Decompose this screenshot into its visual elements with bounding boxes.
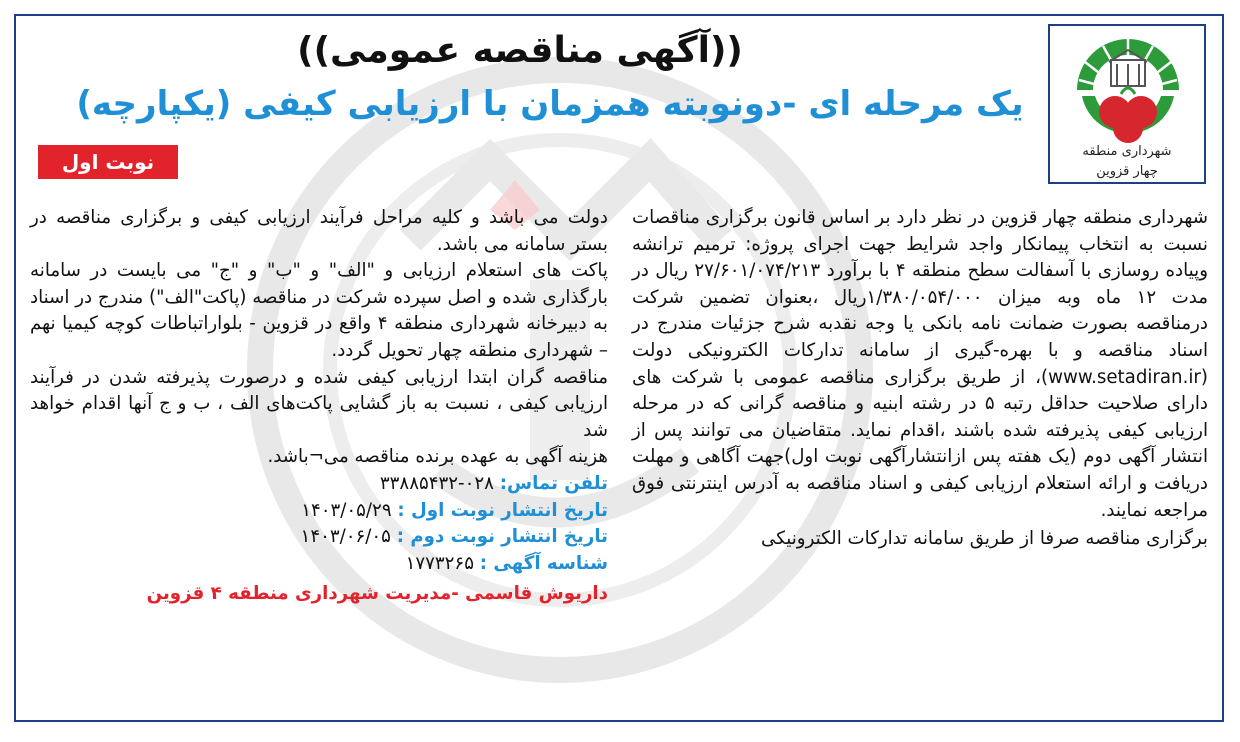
signature: داریوش قاسمی -مدیریت شهرداری منطقه ۴ قزوین	[146, 583, 608, 605]
publish-date-first-value: ۱۴۰۳/۰۵/۲۹	[301, 499, 392, 521]
phone-value: ۰۲۸-۳۳۸۸۵۴۳۲	[379, 472, 494, 494]
body-paragraph: هزینه آگهی به عهده برنده مناقصه می¬باشد.	[267, 446, 608, 468]
notice-subtitle: یک مرحله ای -دونوبته همزمان با ارزیابی کیفی (یکپارچه)	[76, 84, 1024, 124]
logo-box	[1048, 24, 1206, 184]
publish-date-first-label: تاریخ انتشار نوبت اول :	[397, 499, 608, 521]
body-paragraph: پاکت های استعلام ارزیابی و "الف" و "ب" و "ج" می بایست در سامانه بارگذاری شده و اصل سپرده شرکت در مناقصه (پاکت"الف") مندرج در اسناد به دبیرخانه شهرداری منطقه ۴ واقع در قزوین - بلواراتباطات کوچه کیمیا نهم – شهرداری منطقه چهار تحویل گردد.	[30, 260, 608, 361]
round-badge: نوبت اول	[38, 145, 178, 179]
notice-title: ((آگهی مناقصه عمومی))	[297, 30, 743, 71]
body-column-left	[30, 205, 608, 608]
body-paragraph: مناقصه گران ابتدا ارزیابی کیفی شده و درصورت پذیرفته شدن در فرآیند ارزیابی کیفی ، نسبت به باز گشایی پاکت‌های الف ، ب و ج آنها اقدام خواهد شد	[30, 366, 608, 441]
municipality-logo-icon	[1067, 32, 1189, 144]
notice-id-value: ۱۷۷۳۲۶۵	[405, 552, 474, 574]
body-column-right	[632, 205, 1208, 553]
phone-line	[30, 471, 608, 498]
logo-text-line1: شهرداری منطقه	[1082, 144, 1172, 159]
body-paragraph: دولت می باشد و کلیه مراحل فرآیند ارزیابی کیفی و برگزاری مناقصه در بستر سامانه می باشد.	[30, 207, 608, 255]
notice-id-label: شناسه آگهی :	[479, 552, 608, 574]
body-paragraph: شهرداری منطقه چهار قزوین در نظر دارد بر اساس قانون برگزاری مناقصات نسبت به انتخاب پیمانکار واجد شرایط جهت اجرای پروژه: ترمیم ترانشه وپیاده روسازی با آسفالت سطح منطقه ۴ با برآورد ۲۷/۶۰۱/۰۷۴/۲۱۳ ریال در مدت ۱۲ ماه وبه میزان ۱/۳۸۰/۰۵۴/۰۰۰ریال ،بعنوان تضمین شرکت درمناقصه بصورت ضمانت نامه بانکی یا وجه نقدبه شرح جزئیات مندرج در اسناد مناقصه و با بهره-گیری از سامانه تدارکات الکترونیکی دولت (www.setadiran.ir)، از طریق برگزاری مناقصه عمومی با شرکت های دارای صلاحیت حداقل رتبه ۵ در رشته ابنیه و مناقصه گرانی که در مرحله ارزیابی کیفی پذیرفته شده باشند ،اقدام نماید. متقاضیان می توانند پس از انتشار آگهی دوم (یک هفته پس ازانتشارآگهی نوبت اول)جهت آگاهی و مهلت دریافت و ارائه استعلام ارزیابی کیفی و اسناد مناقصه به آدرس اینترنتی فوق مراجعه نمایند.	[632, 207, 1209, 521]
logo-text-line2: چهار قزوین	[1096, 164, 1158, 179]
publish-date-second-value: ۱۴۰۳/۰۶/۰۵	[300, 526, 391, 548]
publish-date-first-line	[30, 498, 608, 525]
publish-date-second-label: تاریخ انتشار نوبت دوم :	[396, 526, 608, 548]
notice-id-line	[30, 551, 608, 578]
publish-date-second-line	[30, 524, 608, 551]
phone-label: تلفن تماس:	[499, 472, 608, 494]
body-paragraph-end: برگزاری مناقصه صرفا از طریق سامانه تدارکات الکترونیکی	[761, 528, 1208, 550]
